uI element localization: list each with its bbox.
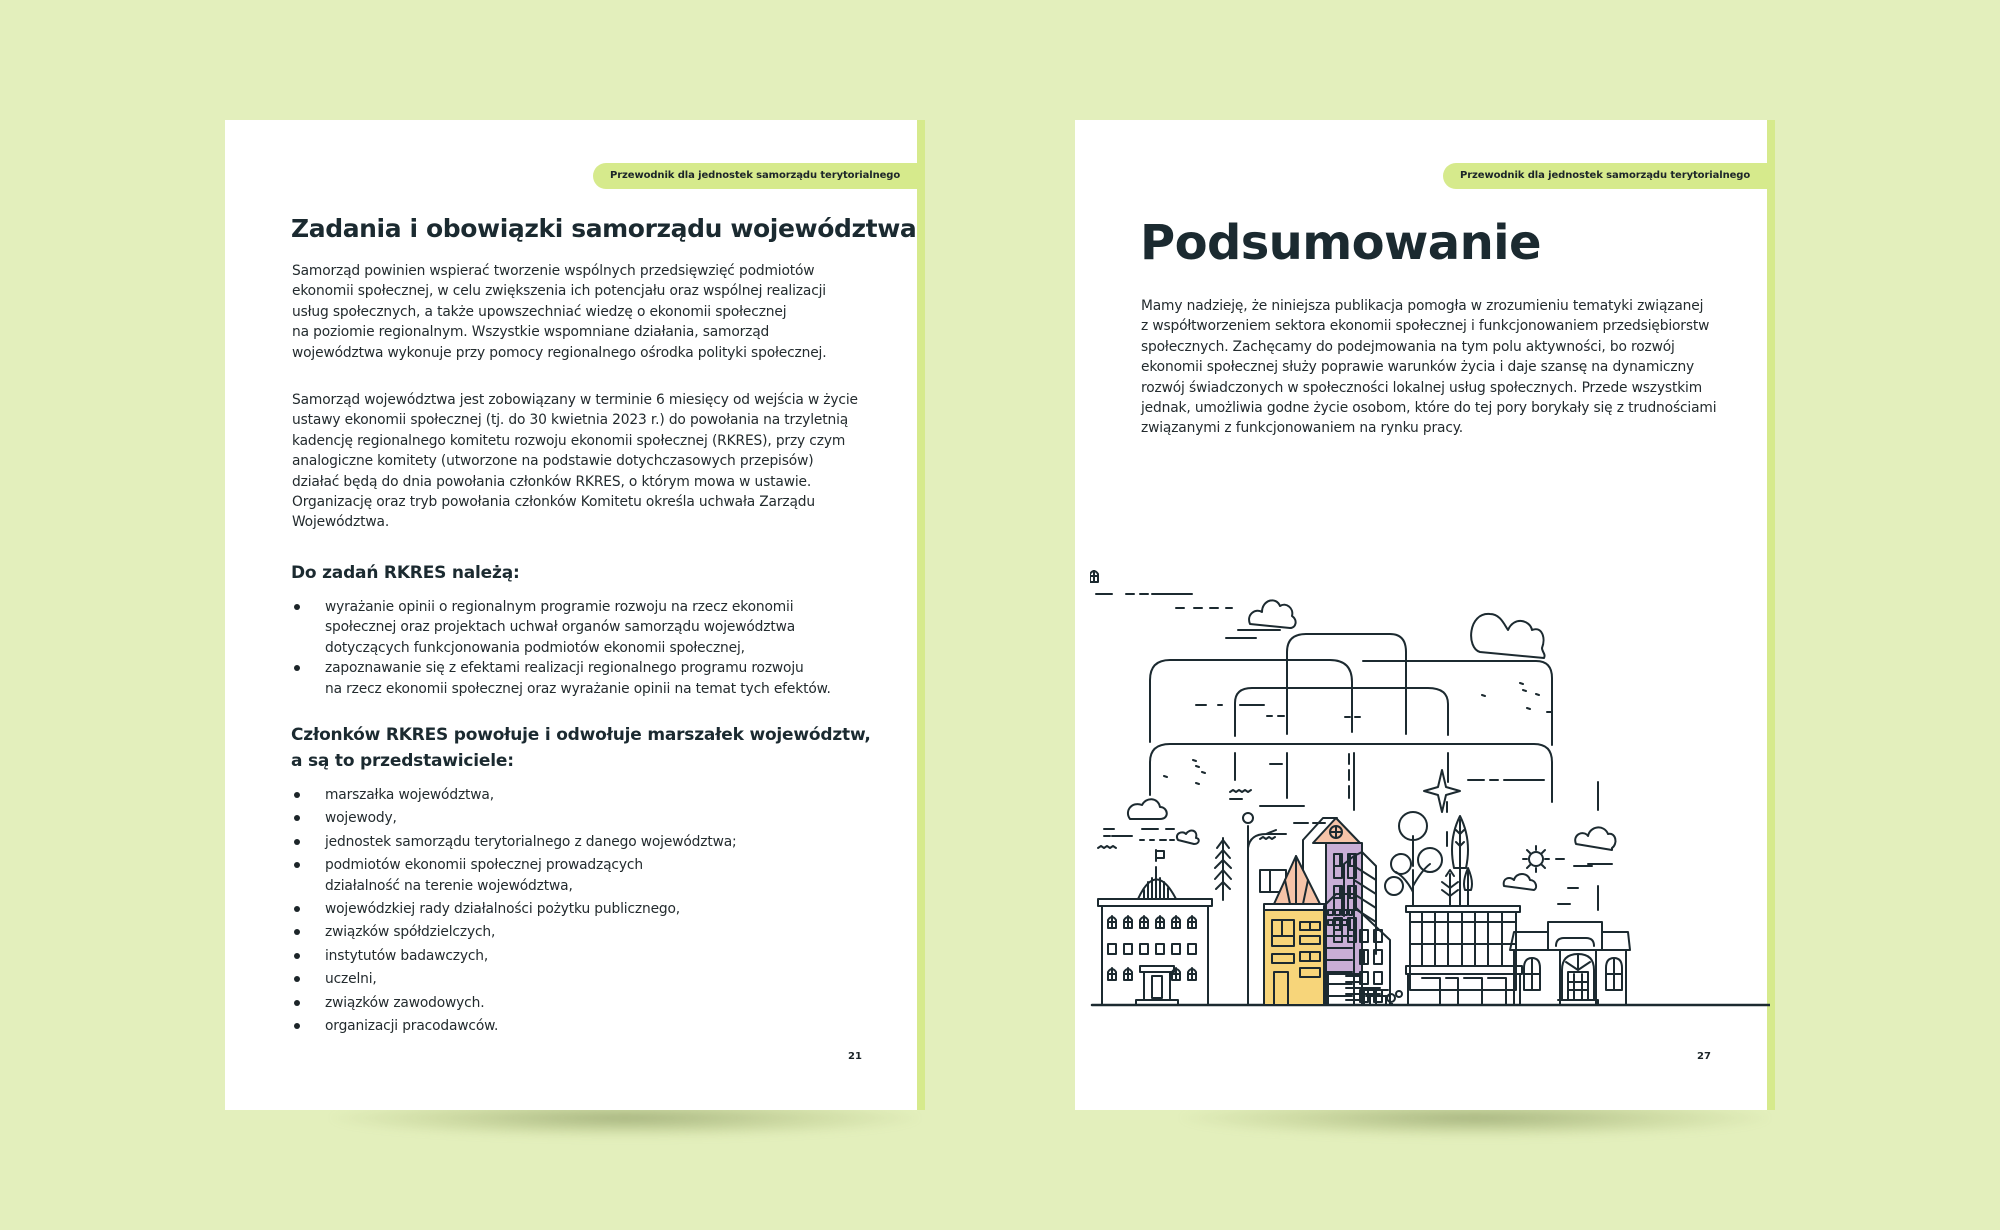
text-line: zapoznawanie się z efektami realizacji regionalnego programu rozwoju [325,660,804,677]
sky-dashes [1104,829,1174,840]
text-line: dotyczących funkcjonowania podmiotów ekonomii społecznej, [325,639,745,656]
right-paragraph [1141,296,1716,439]
text-line: ekonomii społecznej służy poprawie warunków życia i daje szansę na dynamiczny [1141,359,1695,376]
bird-wave [1260,837,1275,839]
library-building [1510,922,1630,1005]
bullet-icon [294,862,300,868]
tree-icon [1215,838,1231,900]
list-item [292,1016,737,1036]
list-item [292,855,737,896]
members-list [292,785,737,1039]
left-paragraph-2 [292,390,858,533]
cloud-icon [1177,831,1199,844]
text-line: Samorząd powinien wspierać tworzenie wspólnych przedsięwzięć podmiotów [292,263,815,279]
text-line: Organizację oraz tryb powołania członków Komitetu określa uchwała Zarządu [292,493,815,510]
bullet-icon [294,953,300,959]
text-line: kadencję regionalnego komitetu rozwoju ekonomii społecznej (RKRES), przy czym [292,432,846,449]
members-subheading [291,722,871,774]
list-item [292,597,831,658]
yellow-house [1260,856,1326,1005]
right-header-tab: Przewodnik dla jednostek samorządu terytorialnego [1443,163,1767,189]
list-item [292,946,737,966]
bird-wave [1098,846,1116,848]
right-page-number: 27 [1697,1051,1711,1062]
left-page-edge [917,120,925,1110]
sun-icon [1523,846,1564,872]
text-line: usług społecznych, a także upowszechniać wiedzę o ekonomii społecznej [292,303,787,320]
text-line: ekonomii społecznej, w celu zwiększenia ich potencjału oraz wspólnej realizacji [292,283,826,300]
bullet-icon [294,839,300,845]
text-line: działać będą do dnia powołania członków RKRES, o którym mowa w ustawie. [292,473,812,490]
tasks-subheading: Do zadań RKRES należą: [291,563,520,583]
text-line: związków spółdzielczych, [325,924,496,941]
text-line: z współtworzeniem sektora ekonomii społecznej i funkcjonowaniem przedsiębiorstw [1141,318,1710,335]
list-item [292,785,737,805]
cloud-icon [1471,614,1544,658]
greenhouse-building [1406,906,1522,1005]
text-line: województwa wykonuje przy pomocy regionalnego ośrodka polityki społecznej. [292,344,827,361]
left-page-title: Zadania i obowiązki samorządu województwa [291,214,917,243]
cloud-icon [1128,799,1167,819]
text-line: Województwa. [292,514,390,531]
sky-dashes [1096,594,1280,638]
left-header-tab: Przewodnik dla jednostek samorządu terytorialnego [593,163,917,189]
bullet-icon [294,1023,300,1029]
text-line: ustawy ekonomii społecznej (tj. do 30 kwietnia 2023 r.) do powołania na trzyletnią [292,412,849,429]
text-line: społecznych. Zachęcamy do podejmowania na tym polu aktywności, bo rozwój [1141,338,1675,355]
bullet-icon [294,976,300,982]
bullet-icon [294,929,300,935]
text-line: instytutów badawczych, [325,947,489,964]
text-line: organizacji pracodawców. [325,1017,499,1034]
bullet-icon [294,906,300,912]
cloud-icon [1249,600,1296,628]
subheading-line: Członków RKRES powołuje i odwołuje marszałek województw, [291,725,871,745]
arches [1150,634,1552,810]
tasks-list [292,597,831,699]
bullet-icon [294,665,300,671]
text-line: wojewody, [325,810,397,827]
text-line: analogiczne komitety (utworzone na podstawie dotychczasowych przepisów) [292,453,814,470]
list-item [292,832,737,852]
sky-dashes [1260,806,1325,823]
text-line: wyrażanie opinii o regionalnym programie rozwoju na rzecz ekonomii [325,599,794,615]
left-page-number: 21 [848,1051,862,1062]
text-line: na rzecz ekonomii społecznej oraz wyrażanie opinii na temat tych efektów. [325,680,831,697]
text-line: Samorząd województwa jest zobowiązany w terminie 6 miesięcy od wejścia w życie [292,392,858,408]
text-line: rozwój świadczonych w społeczności lokalnej usług społecznych. Przede wszystkim [1141,379,1703,396]
text-line: działalność na terenie województwa, [325,877,573,894]
bullet-icon [294,604,300,610]
list-item [292,658,831,699]
text-line: wojewódzkiej rady działalności pożytku publicznego, [325,900,681,917]
bullet-icon [294,815,300,821]
bullet-icon [294,1000,300,1006]
left-paragraph-1 [292,261,826,363]
city-illustration [1090,570,1770,1010]
list-item [292,899,737,919]
list-item [292,808,737,828]
cloud-icon [1504,874,1536,890]
right-page-title: Podsumowanie [1140,215,1541,271]
list-item [292,993,737,1013]
trees [1385,802,1472,906]
text-line: uczelni, [325,971,377,988]
text-line: związków zawodowych. [325,994,485,1011]
text-line: związanymi z funkcjonowaniem na rynku pracy. [1141,420,1464,437]
text-line: marszałka województwa, [325,787,494,803]
text-line: jednostek samorządu terytorialnego z danego województwa; [325,833,737,850]
text-line: jednak, umożliwia godne życie osobom, które do tej pory borykały się z trudnościami [1141,399,1717,416]
list-item [292,969,737,989]
list-item [292,922,737,942]
cloud-icon [1575,827,1615,850]
bullet-icon [294,792,300,798]
text-line: podmiotów ekonomii społecznej prowadzących [325,857,643,874]
subheading-line: a są to przedstawiciele: [291,751,514,771]
text-line: na poziomie regionalnym. Wszystkie wspomniane działania, samorząd [292,324,770,341]
text-line: społecznej oraz projektach uchwał organów samorządu województwa [325,619,796,636]
star-icon [1424,770,1460,812]
text-line: Mamy nadzieję, że niniejsza publikacja pomogła w zrozumieniu tematyki związanej [1141,298,1704,314]
